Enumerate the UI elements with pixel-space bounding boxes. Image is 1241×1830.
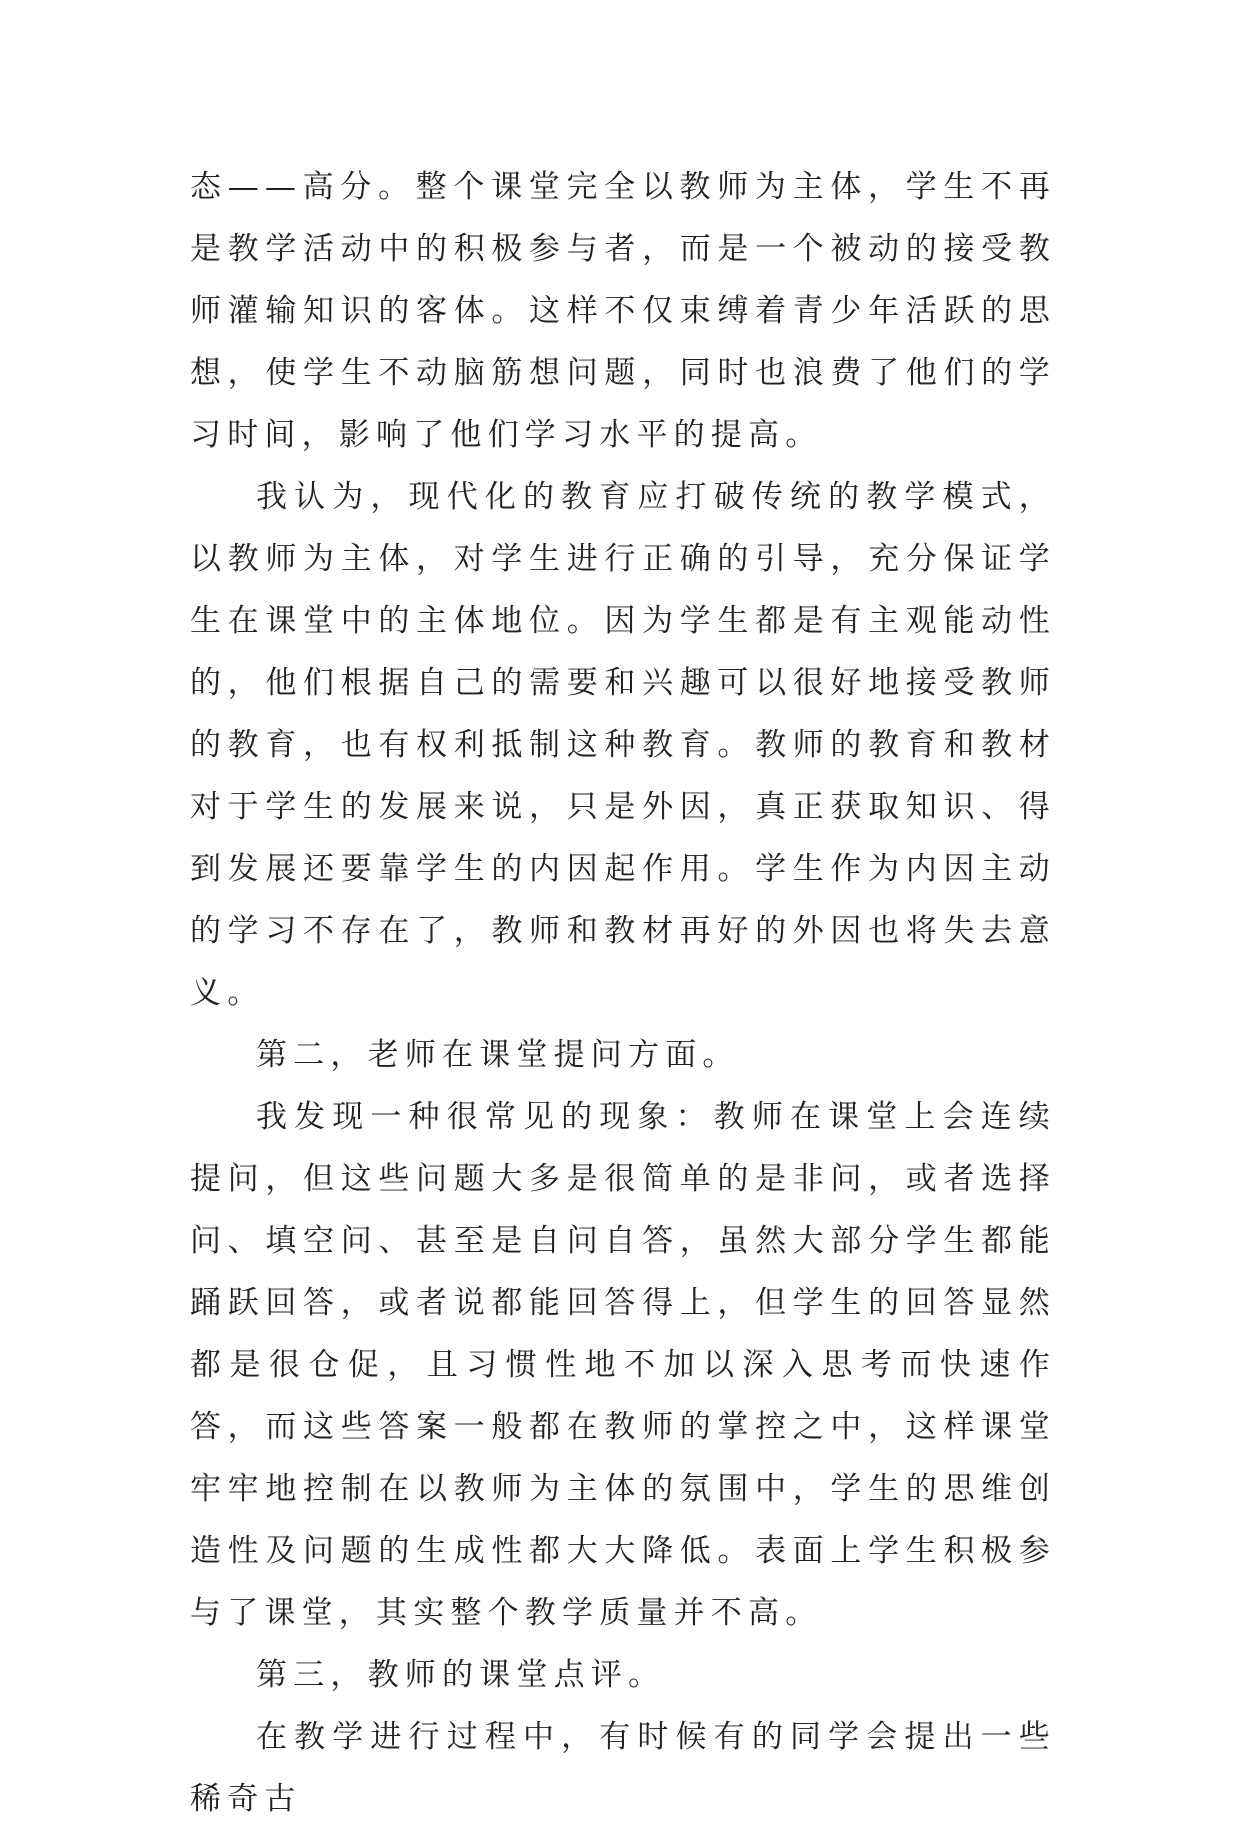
- paragraph: 第二，老师在课堂提问方面。: [256, 1037, 740, 1073]
- paragraph: 我发现一种很常见的现象：教师在课堂上会连续提问，但这些问题大多是很简单的是非问，或者选择问、填空问、甚至是自问自答，虽然大部分学生都能踊跃回答，或者说都能回答得上，但学生的回答显然都是很仓促，且习惯性地不加以深入思考而快速作答，而这些答案一般都在教师的掌控之中，这样课堂牢牢地控制在以教师为主体的氛围中，学生的思维创造性及问题的生成性都大大降低。表面上学生积极参与了课堂，其实整个教学质量并不高。: [190, 1099, 1056, 1631]
- paragraph: 在教学进行过程中，有时候有的同学会提出一些稀奇古: [190, 1719, 1056, 1817]
- paragraph: 第三，教师的课堂点评。: [256, 1657, 666, 1693]
- document-body: [190, 156, 1056, 1830]
- paragraph: 我认为，现代化的教育应打破传统的教学模式，以教师为主体，对学生进行正确的引导，充分保证学生在课堂中的主体地位。因为学生都是有主观能动性的，他们根据自己的需要和兴趣可以很好地接受教师的教育，也有权利抵制这种教育。教师的教育和教材对于学生的发展来说，只是外因，真正获取知识、得到发展还要靠学生的内因起作用。学生作为内因主动的学习不存在了，教师和教材再好的外因也将失去意义。: [190, 479, 1056, 1011]
- paragraph: 态——高分。整个课堂完全以教师为主体，学生不再是教学活动中的积极参与者，而是一个被动的接受教师灌输知识的客体。这样不仅束缚着青少年活跃的思想，使学生不动脑筋想问题，同时也浪费了他们的学习时间，影响了他们学习水平的提高。: [190, 169, 1056, 453]
